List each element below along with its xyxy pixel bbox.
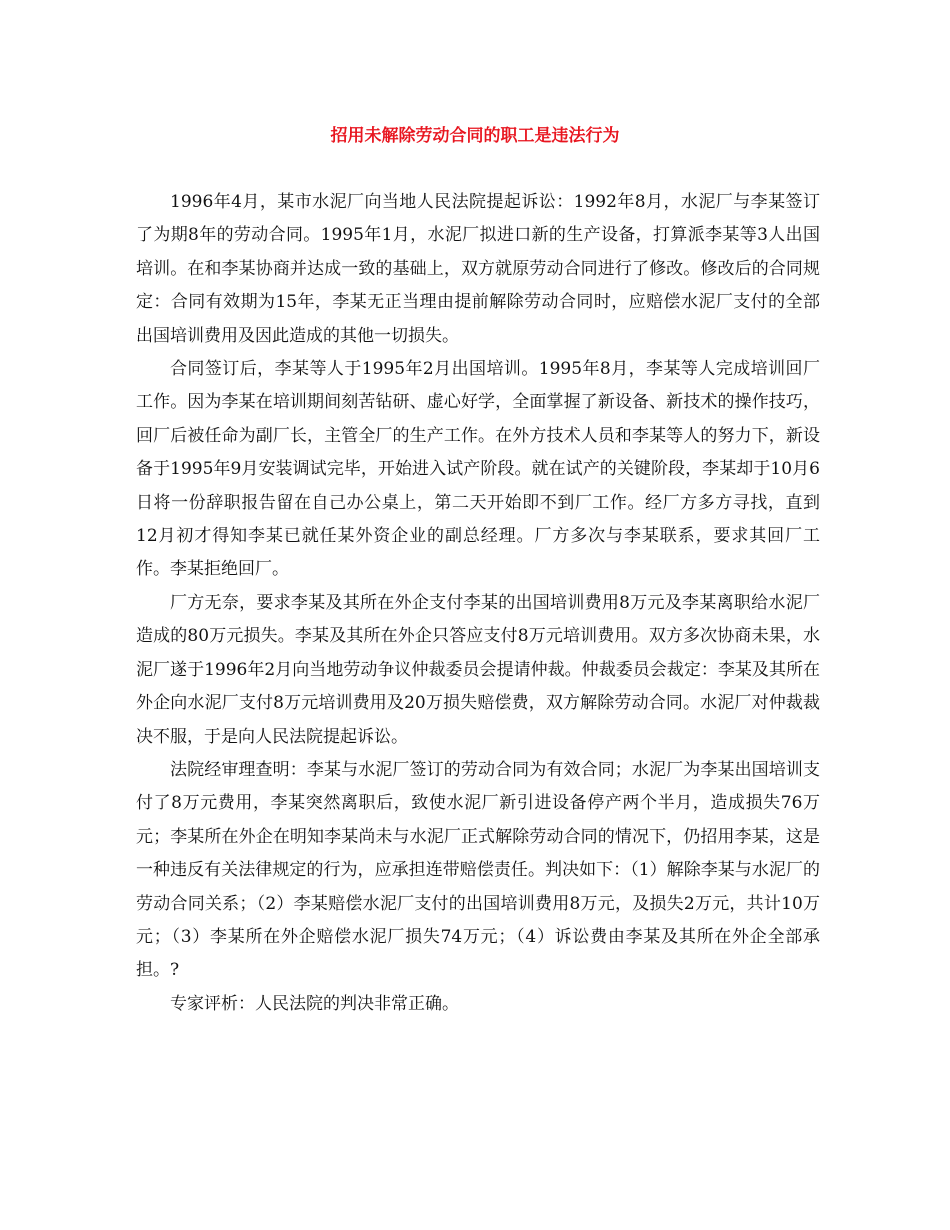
document-body — [136, 186, 820, 1021]
paragraph: 专家评析：人民法院的判决非常正确。 — [170, 993, 459, 1014]
paragraph: 合同签订后，李某等人于1995年2月出国培训。1995年8月，李某等人完成培训回厂工作。因为李某在培训期间刻苦钻研、虚心好学，全面掌握了新设备、新技术的操作技巧，回厂后被任命为副厂长，主管全厂的生产工作。在外方技术人员和李某等人的努力下，新设备于1995年9月安装调试完毕，开始进入试产阶段。就在试产的关键阶段，李某却于10月6日将一份辞职报告留在自己办公桌上，第二天开始即不到厂工作。经厂方多方寻找，直到12月初才得知李某已就任某外资企业的副总经理。厂方多次与李某联系，要求其回厂工作。李某拒绝回厂。 — [136, 359, 820, 580]
paragraph: 1996年4月，某市水泥厂向当地人民法院提起诉讼：1992年8月，水泥厂与李某签订了为期8年的劳动合同。1995年1月，水泥厂拟进口新的生产设备，打算派李某等3人出国培训。在和李某协商并达成一致的基础上，双方就原劳动合同进行了修改。修改后的合同规定：合同有效期为15年，李某无正当理由提前解除劳动合同时，应赔偿水泥厂支付的全部出国培训费用及因此造成的其他一切损失。 — [136, 192, 820, 346]
document-title: 招用未解除劳动合同的职工是违法行为 — [330, 126, 620, 146]
paragraph: 厂方无奈，要求李某及其所在外企支付李某的出国培训费用8万元及李某离职给水泥厂造成的80万元损失。李某及其所在外企只答应支付8万元培训费用。双方多次协商未果，水泥厂遂于1996年2月向当地劳动争议仲裁委员会提请仲裁。仲裁委员会裁定：李某及其所在外企向水泥厂支付8万元培训费用及20万损失赔偿费，双方解除劳动合同。水泥厂对仲裁裁决不服，于是向人民法院提起诉讼。 — [136, 592, 820, 747]
paragraph: 法院经审理查明：李某与水泥厂签订的劳动合同为有效合同；水泥厂为李某出国培训支付了8万元费用，李某突然离职后，致使水泥厂新引进设备停产两个半月，造成损失76万元；李某所在外企在明知李某尚未与水泥厂正式解除劳动合同的情况下，仍招用李某，这是一种违反有关法律规定的行为，应承担连带赔偿责任。判决如下：（1）解除李某与水泥厂的劳动合同关系；（2）李某赔偿水泥厂支付的出国培训费用8万元，及损失2万元，共计10万元；（3）李某所在外企赔偿水泥厂损失74万元；（4）诉讼费由李某及其所在外企全部承担。? — [136, 759, 820, 981]
